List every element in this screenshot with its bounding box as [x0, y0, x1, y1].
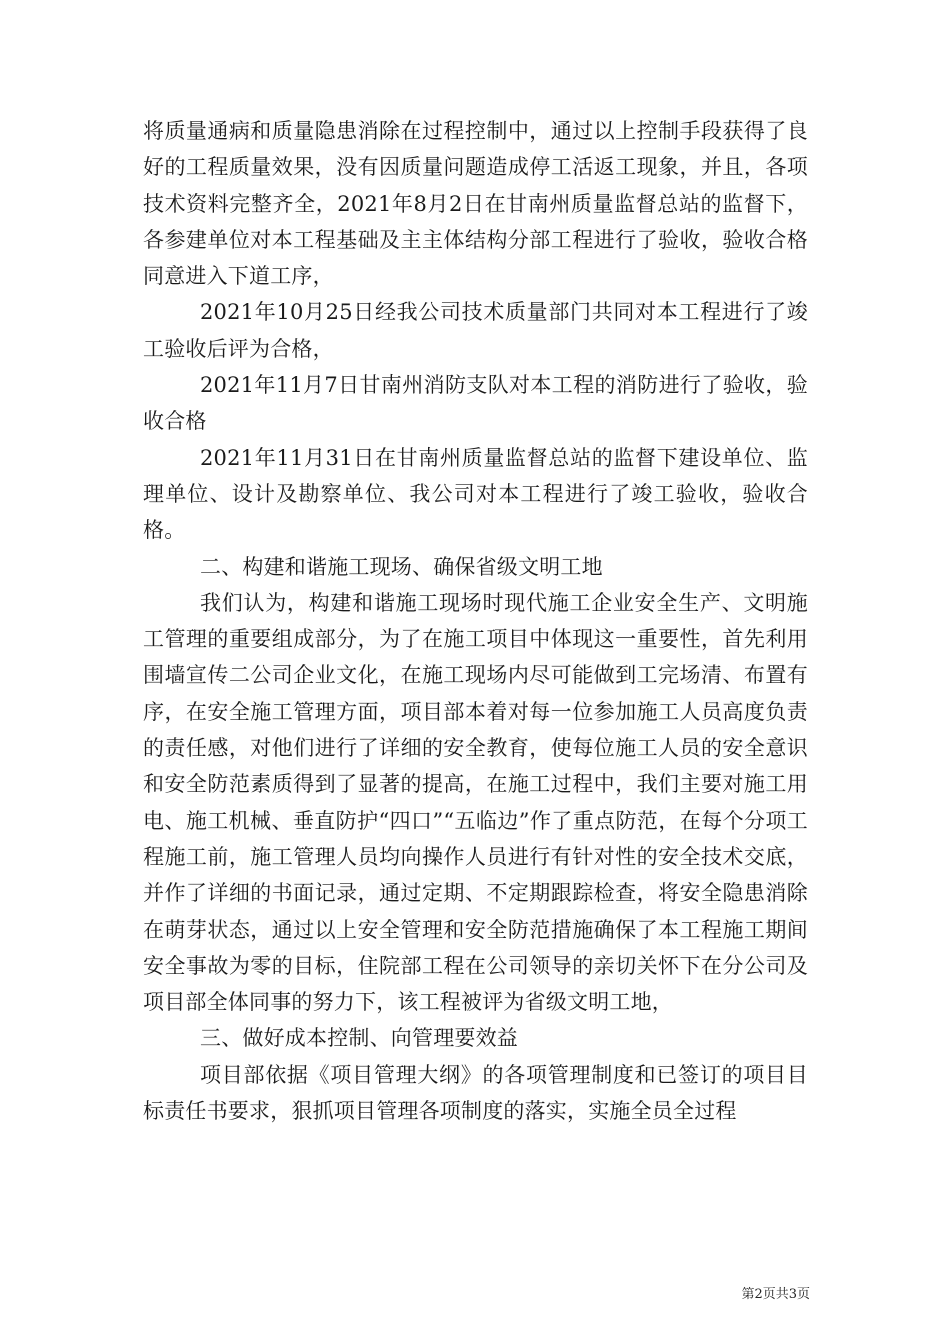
- paragraph-project-management: 项目部依据《项目管理大纲》的各项管理制度和已签订的项目目标责任书要求，狠抓项目管理各项制度的落实，实施全员全过程: [143, 1062, 808, 1124]
- document-body: [143, 113, 808, 1129]
- paragraph-quality-control: 将质量通病和质量隐患消除在过程控制中，通过以上控制手段获得了良好的工程质量效果，没有因质量问题造成停工活返工现象，并且，各项技术资料完整齐全，2021年8月2日在甘南州质量监督总站的监督下，各参建单位对本工程基础及主主体结构分部工程进行了验收，验收合格同意进入下道工序，: [143, 119, 808, 289]
- paragraph-fire-acceptance: 2021年11月7日甘南州消防支队对本工程的消防进行了验收，验收合格: [143, 373, 808, 434]
- section-heading-civilized-site: 二、构建和谐施工现场、确保省级文明工地: [200, 554, 603, 579]
- paragraph-safety-management: 我们认为，构建和谐施工现场时现代施工企业安全生产、文明施工管理的重要组成部分，为了在施工项目中体现这一重要性，首先利用围墙宣传二公司企业文化，在施工现场内尽可能做到工完场清、布置有序，在安全施工管理方面，项目部本着对每一位参加施工人员高度负责的责任感，对他们进行了详细的安全教育，使每位施工人员的安全意识和安全防范素质得到了显著的提高，在施工过程中，我们主要对施工用电、施工机械、垂直防护“四口”“五临边”作了重点防范，在每个分项工程施工前，施工管理人员均向操作人员进行有针对性的安全技术交底，并作了详细的书面记录，通过定期、不定期跟踪检查，将安全隐患消除在萌芽状态，通过以上安全管理和安全防范措施确保了本工程施工期间安全事故为零的目标，住院部工程在公司领导的亲切关怀下在分公司及项目部全体同事的努力下，该工程被评为省级文明工地，: [143, 590, 808, 1015]
- section-heading-cost-control: 三、做好成本控制、向管理要效益: [200, 1026, 518, 1051]
- paragraph-completion-acceptance: 2021年10月25日经我公司技术质量部门共同对本工程进行了竣工验收后评为合格，: [143, 300, 808, 361]
- page-number-footer: 第2页共3页: [741, 1287, 810, 1302]
- paragraph-final-acceptance: 2021年11月31日在甘南州质量监督总站的监督下建设单位、监理单位、设计及勘察单位、我公司对本工程进行了竣工验收，验收合格。: [143, 445, 808, 543]
